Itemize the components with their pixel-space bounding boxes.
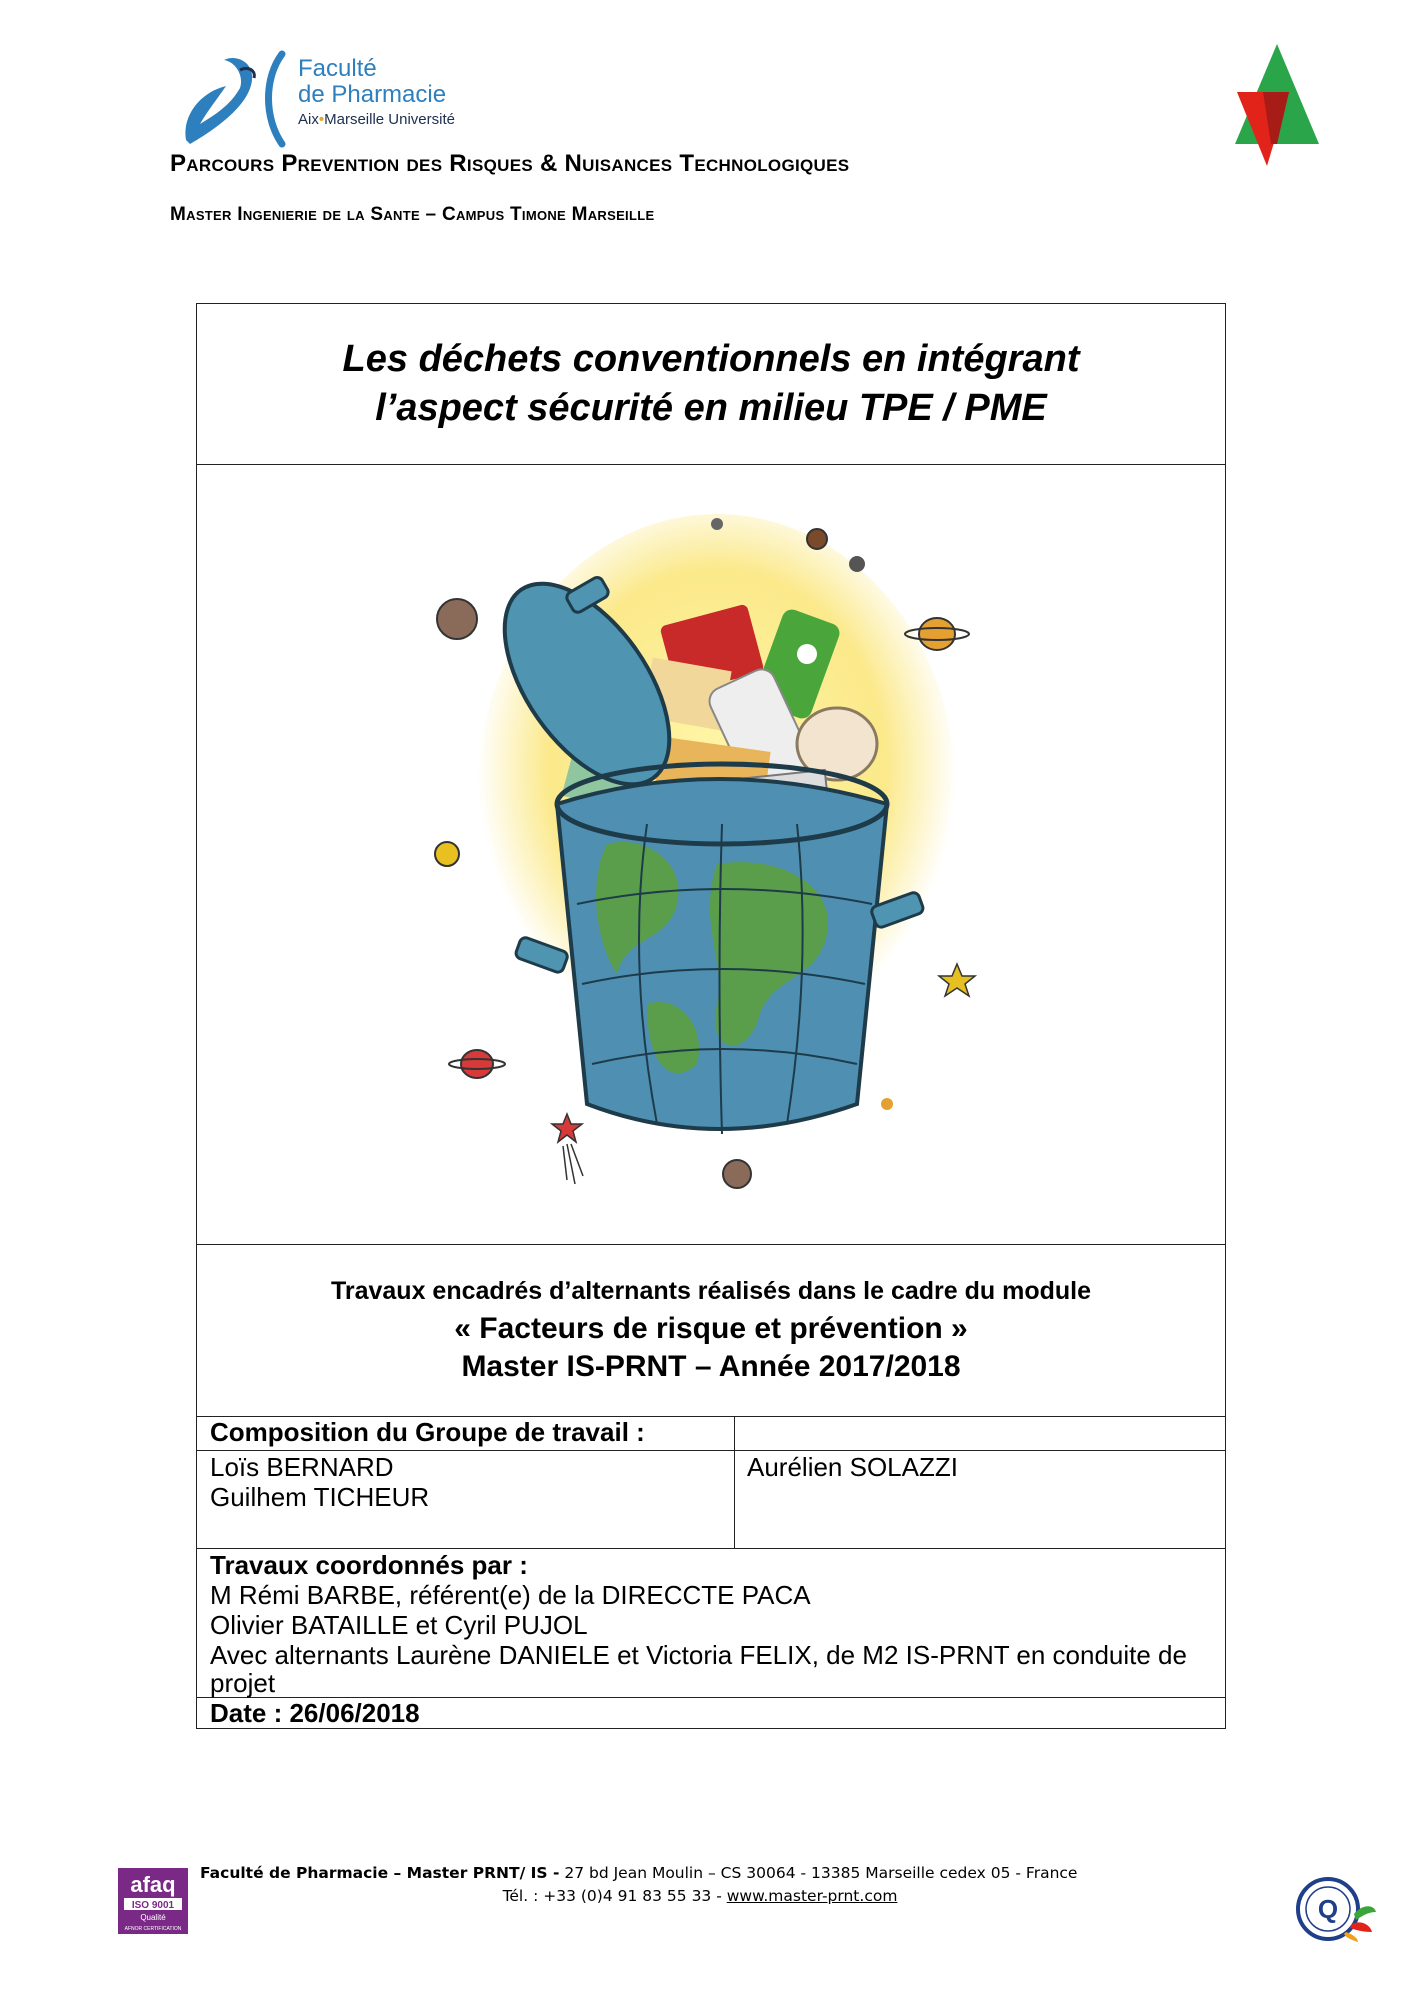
- svg-text:afaq: afaq: [130, 1872, 176, 1897]
- faculty-logo-text: [298, 56, 455, 128]
- module-line-1: Travaux encadrés d’alternants réalisés dans le cadre du module: [330, 1277, 1092, 1305]
- svg-text:Qualité: Qualité: [140, 1913, 166, 1922]
- group-member: Loïs BERNARD: [210, 1452, 394, 1482]
- quality-seal-logo: [1296, 1874, 1378, 1944]
- logo-line-university: Aix•Marseille Université: [298, 110, 455, 128]
- svg-text:ISO 9001: ISO 9001: [131, 1900, 175, 1911]
- parcours-title: Parcours Prevention des Risques & Nuisances Technologiques: [170, 150, 850, 177]
- title-line-1: Les déchets conventionnels en intégrant: [342, 338, 1080, 381]
- globe-trash-can-illustration: [417, 504, 1017, 1204]
- afaq-iso-badge: [118, 1868, 188, 1934]
- master-subtitle: Master Ingenierie de la Sante – Campus Timone Marseille: [170, 204, 655, 225]
- logo-line-pharmacie: de Pharmacie: [298, 80, 447, 108]
- module-line-3: Master IS-PRNT – Année 2017/2018: [461, 1350, 961, 1383]
- logo-line-faculte: Faculté: [298, 55, 377, 82]
- triangle-logo: [1233, 42, 1321, 172]
- group-member: Guilhem TICHEUR: [210, 1482, 430, 1512]
- footer-contact: [200, 1887, 1200, 1905]
- coordination-heading: Travaux coordonnés par :: [210, 1550, 528, 1580]
- footer-website-link[interactable]: www.master-prnt.com: [726, 1887, 898, 1905]
- cover-table: [196, 303, 1226, 1729]
- coordination-line: projet: [210, 1668, 276, 1698]
- group-member: Aurélien SOLAZZI: [747, 1452, 958, 1482]
- footer-address: Faculté de Pharmacie – Master PRNT/ IS - 27 bd Jean Moulin – CS 30064 - 13385 Marseille cedex 05 - France: [200, 1864, 1078, 1882]
- coordination-line: Avec alternants Laurène DANIELE et Victoria FELIX, de M2 IS-PRNT en conduite de: [210, 1640, 1187, 1670]
- svg-text:Q: Q: [1317, 1894, 1339, 1924]
- footer-phone: Tél. : +33 (0)4 91 83 55 33 -: [502, 1887, 727, 1905]
- svg-text:AFNOR CERTIFICATION: AFNOR CERTIFICATION: [124, 1926, 182, 1932]
- date-line: Date : 26/06/2018: [210, 1698, 420, 1728]
- title-box: [197, 304, 1225, 464]
- title-line-2: l’aspect sécurité en milieu TPE / PME: [375, 387, 1047, 429]
- module-box: [197, 1269, 1225, 1384]
- group-heading: Composition du Groupe de travail :: [210, 1417, 645, 1447]
- module-line-2: « Facteurs de risque et prévention »: [454, 1312, 968, 1345]
- coordination-line: Olivier BATAILLE et Cyril PUJOL: [210, 1610, 588, 1640]
- coordination-line: M Rémi BARBE, référent(e) de la DIRECCTE PACA: [210, 1580, 811, 1610]
